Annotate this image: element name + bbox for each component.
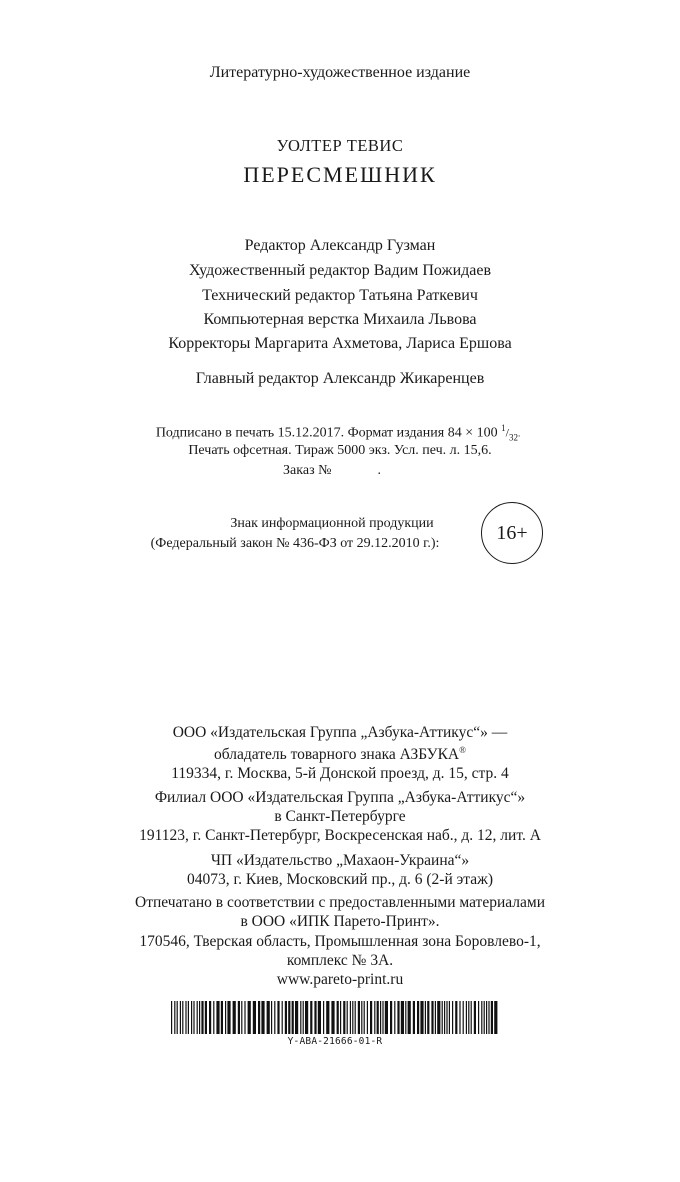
barcode-bar [370,1001,372,1034]
publisher-line2 [0,745,680,764]
barcode-bar [355,1001,356,1034]
branch-address: 191123, г. Санкт-Петербург, Воскресенская наб., д. 12, лит. А [139,827,541,844]
barcode-bar [303,1001,304,1034]
barcode-bar [361,1001,362,1034]
barcode-bar [397,1001,399,1034]
barcode-bar [182,1001,183,1034]
barcode-bar [343,1001,345,1034]
barcode-bar [417,1001,419,1034]
barcode-bar [474,1001,476,1034]
barcode-bar [337,1001,339,1034]
barcode-bar [420,1001,423,1034]
barcode-bar [478,1001,479,1034]
age-rating-label: 16+ [496,521,528,544]
barcode-bar [271,1001,272,1034]
barcode-bar [380,1001,381,1034]
info-sign-text1: Знак информационной продукции [230,516,434,531]
barcode-bar [463,1001,464,1034]
barcode-bar [248,1001,251,1034]
barcode-bar [352,1001,353,1034]
barcode-bar [390,1001,392,1034]
barcode-bar [209,1001,211,1034]
barcode-bar [221,1001,223,1034]
print-info-line2: Печать офсетная. Тираж 5000 экз. Усл. печ. л. 15,6. [188,443,492,458]
barcode-bar [459,1001,460,1034]
credit-art-editor: Художественный редактор Вадим Пожидаев [188,262,492,279]
barcode-bar [174,1001,175,1034]
barcode-bar [486,1001,487,1034]
barcode-bar [185,1001,186,1034]
barcode-bar [227,1001,230,1034]
author-name: УОЛТЕР ТЕВИС [276,136,404,155]
barcode-bar [201,1001,203,1034]
barcode-bar [385,1001,388,1034]
barcode-bar [377,1001,379,1034]
barcode-bar [193,1001,194,1034]
info-sign-line1 [0,516,676,532]
barcode-bar [216,1001,219,1034]
print-info-line1 [0,423,678,442]
barcode-bar [427,1001,429,1034]
barcode-bar [401,1001,404,1034]
barcode-bar [471,1001,472,1034]
barcode-bar [382,1001,383,1034]
ukraine-publisher: ЧП «Издательство „Махаон-Украина“» [210,852,470,869]
print-info-order [0,463,672,479]
barcode-bar [494,1001,497,1034]
barcode-bar [466,1001,467,1034]
barcode-bar [258,1001,260,1034]
ukraine-address: 04073, г. Киев, Московский пр., д. 6 (2-й этаж) [187,871,493,888]
barcode-bar [323,1001,324,1034]
barcode-bar [244,1001,245,1034]
credit-chief-editor: Главный редактор Александр Жикаренцев [195,370,485,387]
barcode-bar [444,1001,445,1034]
barcode-bar [425,1001,426,1034]
barcode-bar [314,1001,316,1034]
barcode-bar [484,1001,485,1034]
printer-complex: комплекс № 3А. [286,952,394,969]
barcode-bar [288,1001,290,1034]
barcode-bar [431,1001,433,1034]
barcode-bar [171,1001,172,1034]
barcode-bar [491,1001,493,1034]
credit-editor: Редактор Александр Гузман [244,237,436,254]
barcode-bar [405,1001,406,1034]
barcode-bar [238,1001,240,1034]
barcode-bar [180,1001,181,1034]
barcode-bar [455,1001,457,1034]
barcode-bar [274,1001,275,1034]
barcode-bar [177,1001,178,1034]
barcode-bar [241,1001,242,1034]
barcode-bars [171,1001,498,1034]
barcode-bar [318,1001,321,1034]
format-fraction-tail: . [517,428,521,439]
barcode-bar [442,1001,443,1034]
barcode-bar [253,1001,256,1034]
credit-proofreaders: Корректоры Маргарита Ахметова, Лариса Ершова [168,335,512,352]
format-fraction-numerator: 1 [501,423,506,433]
barcode-bar [468,1001,469,1034]
barcode-bar [347,1001,348,1034]
barcode-bar [340,1001,341,1034]
order-label: Заказ № [283,463,332,478]
barcode-bar [305,1001,308,1034]
publisher-trademark-text: обладатель товарного знака АЗБУКА [214,746,460,764]
barcode-bar [205,1001,207,1034]
barcode-bar [331,1001,334,1034]
format-fraction-slash: / [505,425,509,440]
publisher-address: 119334, г. Москва, 5-й Донской проезд, д. 15, стр. 4 [171,765,509,782]
barcode-bar [413,1001,415,1034]
barcode-bar [435,1001,436,1034]
barcode-bar [488,1001,489,1034]
barcode-bar [367,1001,368,1034]
barcode-bar [199,1001,200,1034]
barcode-bar [282,1001,283,1034]
barcode-bar [358,1001,360,1034]
credit-tech-editor: Технический редактор Татьяна Раткевич [202,287,478,304]
barcode-bar [310,1001,312,1034]
barcode-bar [408,1001,411,1034]
barcode-bar [364,1001,365,1034]
barcode-bar [267,1001,270,1034]
publisher-line1: ООО «Издательская Группа „Азбука-Аттикус“» — [172,724,508,741]
book-title: ПЕРЕСМЕШНИК [243,162,437,187]
barcode-bar [374,1001,375,1034]
barcode-bar [225,1001,226,1034]
printer-line2: в ООО «ИПК Парето-Принт». [240,913,440,930]
barcode-bar [452,1001,453,1034]
printer-website: www.pareto-print.ru [276,971,404,988]
barcode-bar [300,1001,301,1034]
credit-layout: Компьютерная верстка Михаила Львова [203,311,477,328]
barcode-bar [233,1001,236,1034]
barcode-bar [437,1001,440,1034]
barcode-code: Y-ABA-21666-01-R [287,1036,383,1047]
barcode-bar [213,1001,214,1034]
barcode-bar [481,1001,482,1034]
barcode-bar [285,1001,287,1034]
barcode-bar [261,1001,264,1034]
age-rating-badge [481,502,543,564]
barcode-bar [394,1001,395,1034]
barcode-bar [292,1001,294,1034]
printer-address: 170546, Тверская область, Промышленная зона Боровлево-1, [139,933,541,950]
edition-type: Литературно-художественное издание [209,64,471,81]
barcode-bar [449,1001,450,1034]
info-sign-line2: (Федеральный закон № 436-ФЗ от 29.12.2010 г.): [150,536,440,551]
barcode-bar [446,1001,447,1034]
barcode-bar [197,1001,198,1034]
order-dot: . [377,463,381,478]
barcode-bar [188,1001,189,1034]
barcode-bar [277,1001,279,1034]
printer-line1: Отпечатано в соответствии с предоставленными материалами [135,894,545,911]
branch-line1: Филиал ООО «Издательская Группа „Азбука-Аттикус“» [154,789,526,806]
barcode-bar [295,1001,298,1034]
barcode-bar [350,1001,351,1034]
branch-line2: в Санкт-Петербурге [274,808,406,825]
format-fraction-denominator: 32 [508,432,518,443]
registered-mark: ® [459,745,466,755]
print-info-text: Подписано в печать 15.12.2017. Формат издания 84 × 100 [155,425,498,441]
barcode-bar [191,1001,192,1034]
barcode-bar [326,1001,329,1034]
